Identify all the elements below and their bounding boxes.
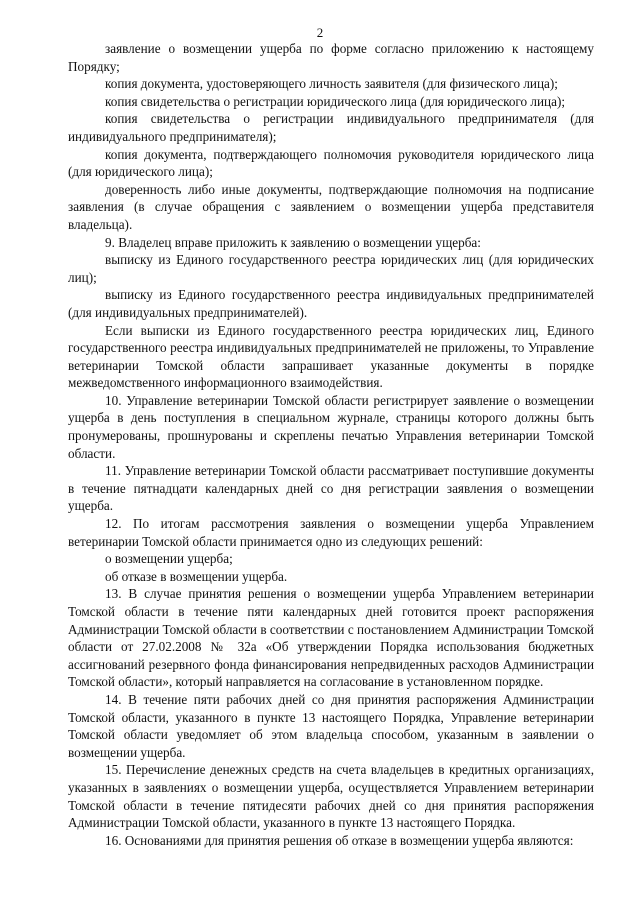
paragraph: доверенность либо иные документы, подтверждающие полномочия на подписание заявления (в случае обращения с заявлением о возмещении ущерба представителя владельца). xyxy=(68,181,594,232)
paragraph: выписку из Единого государственного реестра юридических лиц (для юридических лиц); xyxy=(68,252,594,285)
paragraph: Если выписки из Единого государственного реестра юридических лиц, Единого государственного реестра индивидуальных предпринимателей не приложены, то Управление ветеринарии Томской области запрашивает указанные документы в порядке межведомственного информационного взаимодействия. xyxy=(68,322,594,391)
paragraph: о возмещении ущерба; xyxy=(105,551,233,567)
paragraph: копия свидетельства о регистрации юридического лица (для юридического лица); xyxy=(105,93,566,109)
paragraph: 9. Владелец вправе приложить к заявлению о возмещении ущерба: xyxy=(105,234,481,250)
paragraph: 12. По итогам рассмотрения заявления о возмещении ущерба Управлением ветеринарии Томской области принимается одно из следующих решений: xyxy=(68,516,594,549)
paragraph: 10. Управление ветеринарии Томской области регистрирует заявление о возмещении ущерба в день поступления в специальном журнале, страницы которого должны быть пронумерованы, прошнурованы и скреплены печатью Управления ветеринарии Томской области. xyxy=(68,392,594,461)
paragraph: копия документа, удостоверяющего личность заявителя (для физического лица); xyxy=(105,76,558,92)
paragraph: заявление о возмещении ущерба по форме согласно приложению к настоящему Порядку; xyxy=(68,41,594,74)
paragraph: 13. В случае принятия решения о возмещении ущерба Управлением ветеринарии Томской области в течение пяти календарных дней готовится проект распоряжения Администрации Томской области в соответствии с постановлением Администрации Томской области от 27.02.2008 № 32а «Об утверждении Порядка использования бюджетных ассигнований резервного фонда финансирования непредвиденных расходов Администрации Томской области», который направляется на согласование в установленном порядке. xyxy=(68,586,594,690)
paragraph: 14. В течение пяти рабочих дней со дня принятия распоряжения Администрации Томской области, указанного в пункте 13 настоящего Порядка, Управление ветеринарии Томской области уведомляет об этом владельца способом, указанным в заявлении о возмещении ущерба. xyxy=(68,691,594,760)
paragraph: 16. Основаниями для принятия решения об отказе в возмещении ущерба являются: xyxy=(105,832,574,848)
paragraph: 11. Управление ветеринарии Томской области рассматривает поступившие документы в течение пятнадцати календарных дней со дня регистрации заявления о возмещении ущерба. xyxy=(68,463,594,514)
paragraph: об отказе в возмещении ущерба. xyxy=(105,568,288,584)
paragraph: копия свидетельства о регистрации индивидуального предпринимателя (для индивидуального предпринимателя); xyxy=(68,111,594,144)
paragraph: выписку из Единого государственного реестра индивидуальных предпринимателей (для индивидуальных предпринимателей). xyxy=(68,287,594,320)
paragraph: 15. Перечисление денежных средств на счета владельцев в кредитных организациях, указанных в заявлениях о возмещении ущерба, осуществляется Управлением ветеринарии Томской области в течение пятидесяти рабочих дней со дня принятия распоряжения Администрации Томской области, указанного в пункте 13 настоящего Порядка. xyxy=(68,762,594,831)
page-number: 2 xyxy=(316,25,324,40)
document-body xyxy=(68,40,594,849)
paragraph: копия документа, подтверждающего полномочия руководителя юридического лица (для юридического лица); xyxy=(68,146,594,180)
